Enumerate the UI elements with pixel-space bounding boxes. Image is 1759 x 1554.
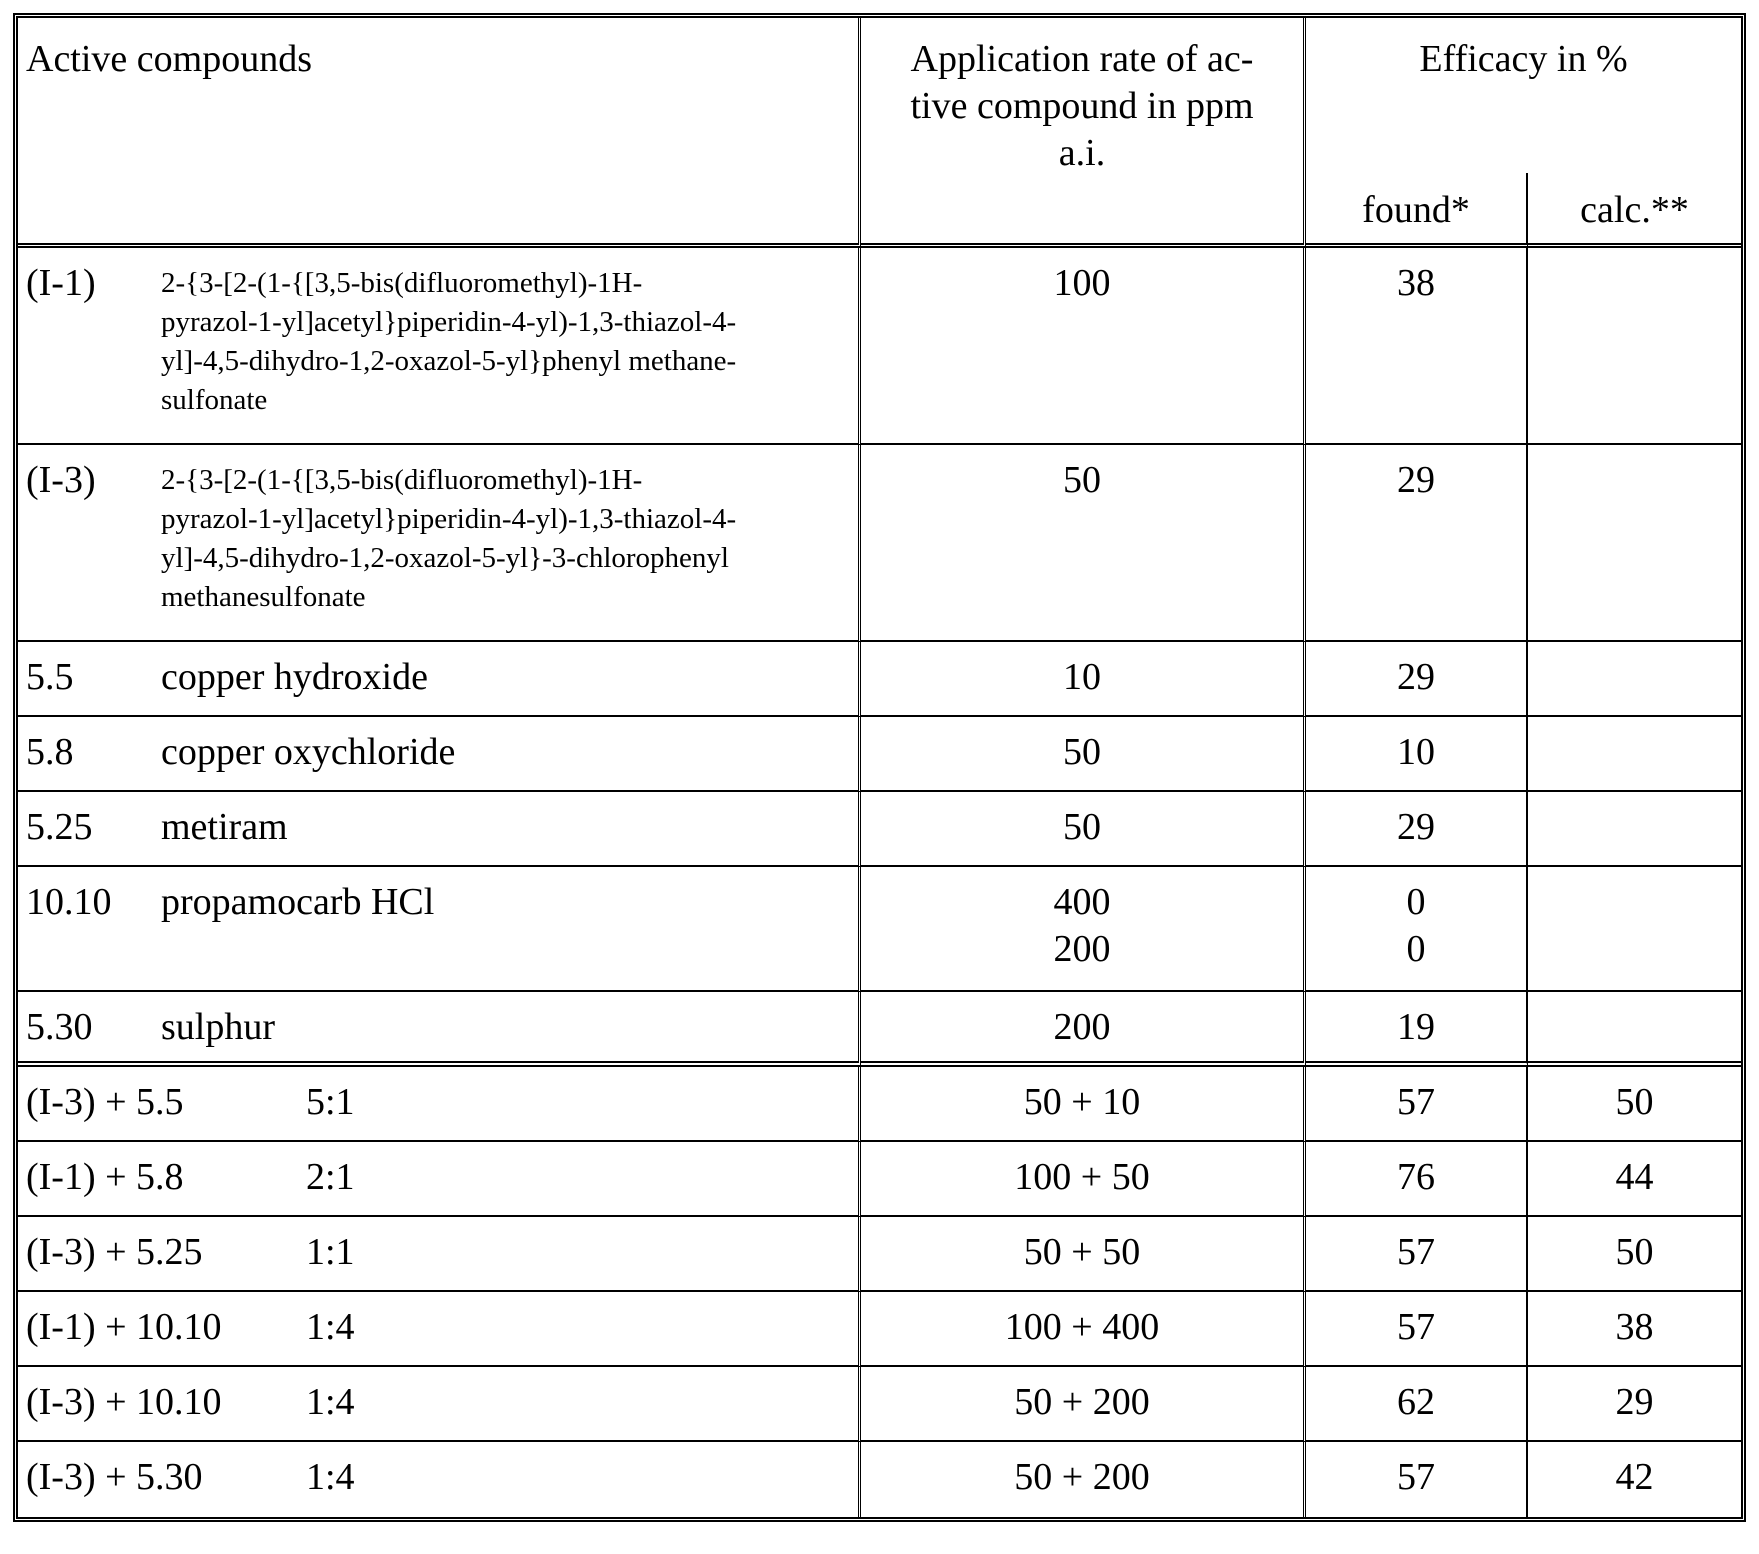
table-row <box>18 642 1741 717</box>
header-active-compounds-label: Active compounds <box>26 38 313 80</box>
rate-cell: 50 + 10 <box>861 1067 1306 1142</box>
compound-code: 10.10 <box>26 881 112 923</box>
compound-name-line: pyrazol-1-yl]acetyl}piperidin-4-yl)-1,3-thiazol-4- <box>161 306 737 338</box>
calc-cell <box>1528 642 1741 717</box>
efficacy-table <box>18 18 1741 1517</box>
compound-name: propamocarb HCl <box>161 881 435 923</box>
calc-cell <box>1528 445 1741 642</box>
calc-cell: 50 <box>1528 1067 1741 1142</box>
compound-cell <box>18 792 861 867</box>
header-rate-line-1: Application rate of ac- <box>910 38 1254 80</box>
found-cell: 57 <box>1306 1217 1528 1292</box>
calc-cell <box>1528 867 1741 992</box>
mixture-row <box>18 1442 1741 1517</box>
compound-code: 5.5 <box>26 656 74 698</box>
mixture-ratio: 2:1 <box>306 1156 355 1198</box>
found-cell: 10 <box>1306 717 1528 792</box>
mixture-combo: (I-3) + 5.5 <box>26 1081 184 1123</box>
header-rate-line-3: a.i. <box>1058 132 1106 174</box>
compound-name-line: methanesulfonate <box>161 581 366 613</box>
compound-cell <box>18 445 861 642</box>
header-efficacy <box>1306 18 1741 173</box>
found-cell <box>1306 867 1528 992</box>
compound-cell <box>18 992 861 1067</box>
header-calc <box>1528 173 1741 248</box>
table-row <box>18 717 1741 792</box>
compound-cell <box>18 642 861 717</box>
compound-name-line: yl]-4,5-dihydro-1,2-oxazol-5-yl}phenyl methane- <box>161 345 737 377</box>
mixture-ratio: 1:4 <box>306 1381 355 1423</box>
calc-cell <box>1528 792 1741 867</box>
found-value: 0 <box>1406 881 1426 923</box>
mixture-cell <box>18 1142 861 1217</box>
found-cell: 29 <box>1306 792 1528 867</box>
compound-name: sulphur <box>161 1006 275 1048</box>
rate-cell: 50 <box>861 717 1306 792</box>
found-cell: 19 <box>1306 992 1528 1067</box>
found-cell: 29 <box>1306 445 1528 642</box>
found-cell: 57 <box>1306 1442 1528 1517</box>
rate-cell: 50 <box>861 792 1306 867</box>
mixture-cell <box>18 1217 861 1292</box>
header-efficacy-label: Efficacy in % <box>1419 38 1628 80</box>
compound-name <box>161 260 851 420</box>
rate-cell: 100 + 50 <box>861 1142 1306 1217</box>
found-cell: 62 <box>1306 1367 1528 1442</box>
mixture-cell <box>18 1442 861 1517</box>
mixture-row <box>18 1217 1741 1292</box>
rate-cell: 100 + 400 <box>861 1292 1306 1367</box>
table-row <box>18 992 1741 1067</box>
mixture-combo: (I-3) + 5.25 <box>26 1231 203 1273</box>
compound-cell <box>18 248 861 445</box>
compound-name: copper oxychloride <box>161 731 456 773</box>
mixture-row <box>18 1292 1741 1367</box>
compound-code: (I-1) <box>26 262 96 304</box>
calc-cell <box>1528 248 1741 445</box>
found-cell: 38 <box>1306 248 1528 445</box>
mixture-cell <box>18 1292 861 1367</box>
rate-value: 400 <box>1053 881 1111 923</box>
rate-cell: 50 <box>861 445 1306 642</box>
header-found-label: found* <box>1362 189 1470 231</box>
mixture-combo: (I-1) + 10.10 <box>26 1306 222 1348</box>
compound-code: 5.8 <box>26 731 74 773</box>
efficacy-table-frame <box>13 13 1746 1522</box>
mixture-cell <box>18 1067 861 1142</box>
table-row <box>18 248 1741 445</box>
compound-name: copper hydroxide <box>161 656 428 698</box>
table-row <box>18 445 1741 642</box>
compound-cell <box>18 867 861 992</box>
rate-cell: 200 <box>861 992 1306 1067</box>
header-rate-line-2: tive compound in ppm <box>910 85 1254 127</box>
mixture-combo: (I-3) + 5.30 <box>26 1456 203 1498</box>
calc-cell: 44 <box>1528 1142 1741 1217</box>
found-value: 0 <box>1406 928 1426 970</box>
header-calc-label: calc.** <box>1580 189 1689 231</box>
compound-name: metiram <box>161 806 288 848</box>
compound-name-line: pyrazol-1-yl]acetyl}piperidin-4-yl)-1,3-thiazol-4- <box>161 503 737 535</box>
compound-name <box>161 457 851 617</box>
mixture-row <box>18 1067 1741 1142</box>
mixture-cell <box>18 1367 861 1442</box>
mixture-row <box>18 1367 1741 1442</box>
calc-cell: 42 <box>1615 1456 1654 1498</box>
table-row <box>18 867 1741 992</box>
compound-name-line: 2-{3-[2-(1-{[3,5-bis(difluoromethyl)-1H- <box>161 267 643 299</box>
table-row <box>18 792 1741 867</box>
mixture-ratio: 5:1 <box>306 1081 355 1123</box>
found-cell: 57 <box>1306 1292 1528 1367</box>
calc-cell <box>1528 992 1741 1067</box>
mixture-ratio: 1:1 <box>306 1231 355 1273</box>
rate-value: 200 <box>1053 928 1111 970</box>
compound-code: 5.25 <box>26 806 93 848</box>
found-cell: 29 <box>1306 642 1528 717</box>
mixture-ratio: 1:4 <box>306 1306 355 1348</box>
compound-name-line: sulfonate <box>161 384 268 416</box>
compound-code: 5.30 <box>26 1006 93 1048</box>
mixture-row <box>18 1142 1741 1217</box>
rate-cell: 10 <box>861 642 1306 717</box>
mixture-combo: (I-3) + 10.10 <box>26 1381 222 1423</box>
header-active-compounds <box>18 18 861 248</box>
compound-code: (I-3) <box>26 459 96 501</box>
mixture-ratio: 1:4 <box>306 1456 355 1498</box>
rate-cell <box>861 867 1306 992</box>
rate-cell: 50 + 200 <box>861 1442 1306 1517</box>
calc-cell: 29 <box>1528 1367 1741 1442</box>
compound-name-line: yl]-4,5-dihydro-1,2-oxazol-5-yl}-3-chlorophenyl <box>161 542 729 574</box>
header-row <box>18 18 1741 173</box>
calc-cell: 38 <box>1528 1292 1741 1367</box>
found-cell: 57 <box>1306 1067 1528 1142</box>
mixture-combo: (I-1) + 5.8 <box>26 1156 184 1198</box>
calc-cell <box>1528 717 1741 792</box>
found-cell: 76 <box>1306 1142 1528 1217</box>
compound-cell <box>18 717 861 792</box>
rate-cell: 50 + 50 <box>861 1217 1306 1292</box>
compound-name-line: 2-{3-[2-(1-{[3,5-bis(difluoromethyl)-1H- <box>161 464 643 496</box>
calc-cell: 50 <box>1528 1217 1741 1292</box>
rate-cell: 100 <box>861 248 1306 445</box>
rate-cell: 50 + 200 <box>861 1367 1306 1442</box>
header-found <box>1306 173 1528 248</box>
header-application-rate <box>861 18 1306 248</box>
